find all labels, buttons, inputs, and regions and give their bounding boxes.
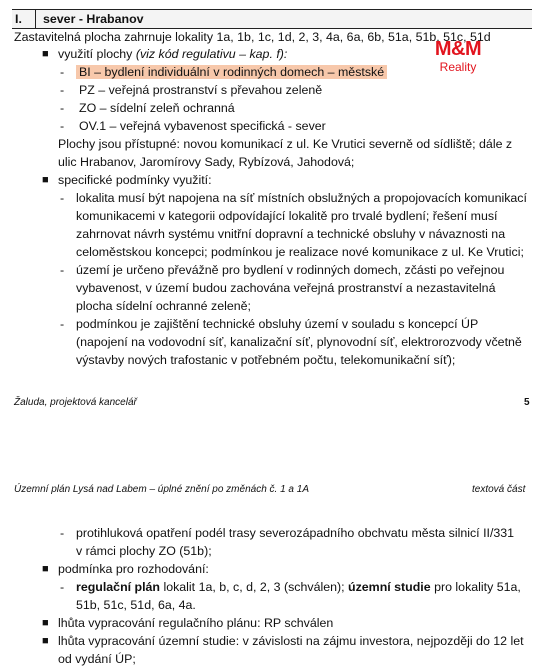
study-deadline-line: od vydání ÚP; bbox=[58, 652, 136, 666]
condition-line: (napojení na vodovodní síť, kanalizační síť, plynovodní síť, elektrorozvody včetně bbox=[76, 335, 522, 349]
decision-line: 51b, 51c, 51d, 6a, 4a. bbox=[76, 598, 196, 612]
usage-item: ZO – sídelní zeleň ochranná bbox=[79, 101, 235, 115]
condition-line: zahrnovat návrh systému vnitřní dopravní a technické obsluhy v návaznosti na bbox=[76, 227, 506, 241]
usage-item-highlighted: BI – bydlení individuální v rodinných domech – městské bbox=[76, 63, 387, 81]
condition-line: komunikacemi v kategorii odpovídající lokalitě pro trvalé bydlení; řešení musí bbox=[76, 209, 498, 223]
condition-line: území je určeno převážně pro bydlení v rodinných domech, zčásti po veřejnou bbox=[76, 263, 505, 277]
dash-icon: - bbox=[60, 526, 65, 540]
condition-line: podmínkou je zajištění technické obsluhy území v souladu s koncepcí ÚP bbox=[76, 317, 479, 331]
dash-icon: - bbox=[60, 317, 65, 331]
measure-line: protihluková opatření podél trasy severozápadního obchvatu města silnicí II/331 bbox=[76, 526, 515, 540]
usage-item: PZ – veřejná prostranství s převahou zeleně bbox=[79, 83, 323, 97]
section-number: I. bbox=[15, 12, 22, 26]
logo-main-text: M&M bbox=[434, 38, 482, 60]
dash-icon: - bbox=[60, 119, 65, 133]
dash-icon: - bbox=[60, 83, 65, 97]
condition-line: výstavby nových trafostanic v potřebném počtu, telekomunikační síť); bbox=[76, 353, 456, 367]
page-gap bbox=[0, 425, 549, 473]
bullet-icon: ■ bbox=[42, 174, 49, 186]
bullet-icon: ■ bbox=[42, 635, 49, 647]
decision-heading: podmínka pro rozhodování: bbox=[58, 562, 209, 576]
section-header bbox=[12, 9, 532, 29]
dash-icon: - bbox=[60, 580, 65, 594]
dash-icon: - bbox=[60, 101, 65, 115]
dash-icon: - bbox=[60, 263, 65, 277]
access-text-line: Plochy jsou přístupné: novou komunikací z ul. Ke Vrutici severně od sídliště; dále z bbox=[58, 137, 513, 151]
document-page-2 bbox=[0, 473, 549, 671]
condition-line: celoměstskou koncepci; podmínkou je realizace nové komunikace z ul. Ke Vrutici; bbox=[76, 245, 524, 259]
condition-line: vybavenost, v území budou zachována veřejná prostranství a nezastavitelná bbox=[76, 281, 496, 295]
rp-deadline: lhůta vypracování regulačního plánu: RP schválen bbox=[58, 616, 334, 630]
bullet-icon: ■ bbox=[42, 617, 49, 629]
condition-line: plocha sídelní ochranné zeleně; bbox=[76, 299, 251, 313]
usage-item: OV.1 – veřejná vybavenost specifická - sever bbox=[79, 119, 326, 133]
bullet-icon: ■ bbox=[42, 563, 49, 575]
header-divider bbox=[35, 10, 36, 28]
conditions-heading: specifické podmínky využití: bbox=[58, 173, 212, 187]
dash-icon: - bbox=[60, 65, 65, 79]
logo-sub-text: Reality bbox=[439, 60, 477, 74]
study-deadline-line: lhůta vypracování územní studie: v závislosti na zájmu investora, nejpozději do 12 let bbox=[58, 634, 524, 648]
intro-line: Zastavitelná plocha zahrnuje lokality 1a, 1b, 1c, 1d, 2, 3, 4a, 6a, 6b, 51a, 51b, 51c, 51d bbox=[14, 30, 491, 44]
bullet-icon: ■ bbox=[42, 48, 49, 60]
usage-heading: využití plochy (viz kód regulativu – kap. f): bbox=[58, 47, 288, 61]
dash-icon: - bbox=[60, 191, 65, 205]
condition-line: lokalita musí být napojena na síť místních obslužných a propojovacích komunikací bbox=[76, 191, 527, 205]
page-number: 5 bbox=[524, 397, 530, 408]
running-header-right: textová část bbox=[472, 484, 526, 495]
section-title: sever - Hrabanov bbox=[43, 12, 144, 26]
footer-left: Žaluda, projektová kancelář bbox=[14, 397, 137, 408]
access-text-line: ulic Hrabanov, Jaromírovy Sady, Rybízová, Jahodová; bbox=[58, 155, 355, 169]
decision-line: regulační plán lokalit 1a, b, c, d, 2, 3 (schválen); územní studie pro lokality 51a, bbox=[76, 580, 521, 594]
measure-line: v rámci plochy ZO (51b); bbox=[76, 544, 212, 558]
running-header-left: Územní plán Lysá nad Labem – úplné znění po změnách č. 1 a 1A bbox=[14, 484, 310, 495]
mm-reality-logo bbox=[418, 38, 498, 78]
